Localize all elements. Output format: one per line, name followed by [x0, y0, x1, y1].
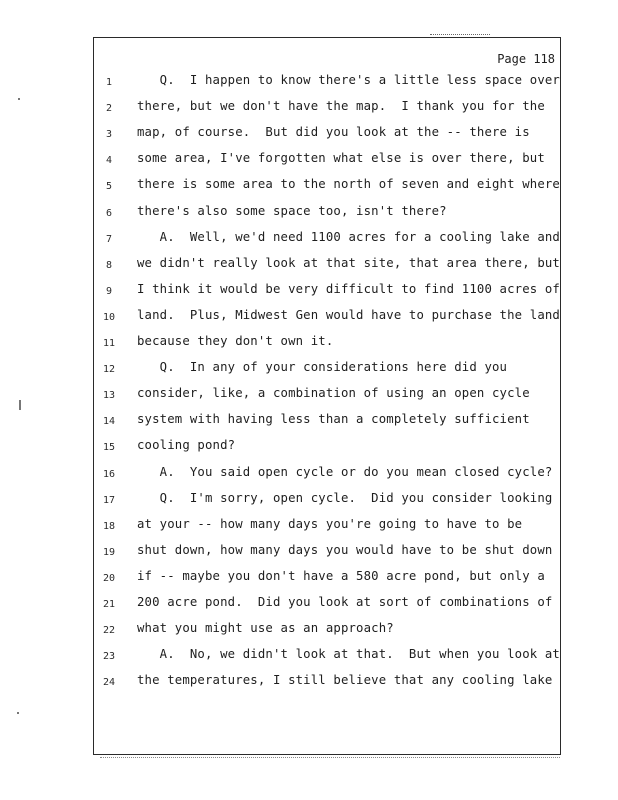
line-number: 10: [102, 311, 116, 323]
line-number: 3: [105, 129, 113, 141]
transcript-line: [0, 204, 618, 226]
line-number: 13: [102, 390, 116, 402]
line-number: 6: [105, 207, 113, 219]
line-text: consider, like, a combination of using an open cycle: [137, 386, 530, 401]
transcript-line: [0, 125, 618, 147]
line-number: 12: [102, 364, 116, 376]
line-text: some area, I've forgotten what else is over there, but: [137, 151, 545, 166]
line-number: 21: [102, 599, 116, 610]
line-number: 5: [105, 181, 113, 193]
transcript-line: [0, 647, 618, 669]
transcript-line: [0, 177, 618, 199]
transcript-line: [0, 151, 618, 173]
line-number: 9: [105, 285, 113, 297]
line-number: 23: [102, 651, 116, 663]
transcript-line: [0, 491, 618, 513]
transcript-line: [0, 360, 618, 382]
line-text: what you might use as an approach?: [137, 621, 394, 636]
line-number: 22: [102, 625, 116, 637]
line-number: 11: [102, 338, 116, 349]
line-number: 1: [105, 77, 113, 88]
line-text: if -- maybe you don't have a 580 acre pond, but only a: [137, 568, 545, 583]
line-number: 20: [102, 572, 116, 584]
line-number: 4: [105, 155, 113, 167]
scan-artifact-bottom: [100, 757, 560, 760]
line-text: at your -- how many days you're going to have to be: [137, 516, 523, 531]
line-text: land. Plus, Midwest Gen would have to purchase the land: [137, 307, 560, 322]
line-number: 15: [102, 442, 116, 454]
line-number: 2: [105, 103, 113, 115]
transcript-line: [0, 282, 618, 304]
line-text: because they don't own it.: [137, 334, 334, 348]
line-number: 17: [102, 494, 116, 506]
transcript-line: [0, 73, 618, 95]
transcript-line: [0, 334, 618, 356]
transcript-line: [0, 230, 618, 252]
transcript-line: [0, 595, 618, 617]
page-number: Page 118: [497, 52, 555, 66]
line-text: system with having less than a completely sufficient: [137, 412, 530, 427]
transcript-line: [0, 673, 618, 695]
line-text: cooling pond?: [137, 438, 236, 453]
transcript-line: [0, 256, 618, 278]
line-text: A. Well, we'd need 1100 acres for a cooling lake and: [137, 229, 560, 244]
line-text: there, but we don't have the map. I thank you for the: [137, 99, 545, 114]
line-number: 18: [102, 520, 116, 532]
line-text: map, of course. But did you look at the -- there is: [137, 125, 530, 140]
line-number: 16: [102, 468, 116, 480]
line-text: A. You said open cycle or do you mean closed cycle?: [137, 464, 553, 479]
line-text: Q. In any of your considerations here did you: [137, 360, 508, 375]
line-text: the temperatures, I still believe that any cooling lake: [137, 673, 553, 688]
transcript-line: [0, 465, 618, 487]
transcript-line: [0, 569, 618, 591]
transcript-line: [0, 543, 618, 565]
transcript-line: [0, 438, 618, 460]
transcript-line: [0, 386, 618, 408]
line-text: there is some area to the north of seven and eight where: [137, 177, 560, 192]
line-number: 7: [105, 233, 113, 245]
transcript-line: [0, 99, 618, 121]
line-text: there's also some space too, isn't there?: [137, 203, 447, 218]
margin-speck: [17, 712, 19, 714]
line-text: I think it would be very difficult to find 1100 acres of: [137, 281, 560, 296]
line-text: shut down, how many days you would have to be shut down: [137, 542, 553, 557]
line-text: we didn't really look at that site, that area there, but: [137, 255, 560, 270]
line-number: 14: [102, 416, 116, 428]
line-text: Q. I happen to know there's a little less space over: [137, 73, 560, 87]
line-number: 8: [105, 259, 113, 271]
transcript-line: [0, 308, 618, 330]
transcript-line: [0, 412, 618, 434]
transcript-line: [0, 517, 618, 539]
line-text: A. No, we didn't look at that. But when you look at: [137, 647, 560, 662]
line-text: Q. I'm sorry, open cycle. Did you consider looking: [137, 490, 553, 505]
transcript-line: [0, 621, 618, 643]
line-number: 24: [102, 677, 116, 689]
line-text: 200 acre pond. Did you look at sort of combinations of: [137, 595, 553, 609]
line-number: 19: [102, 546, 116, 558]
